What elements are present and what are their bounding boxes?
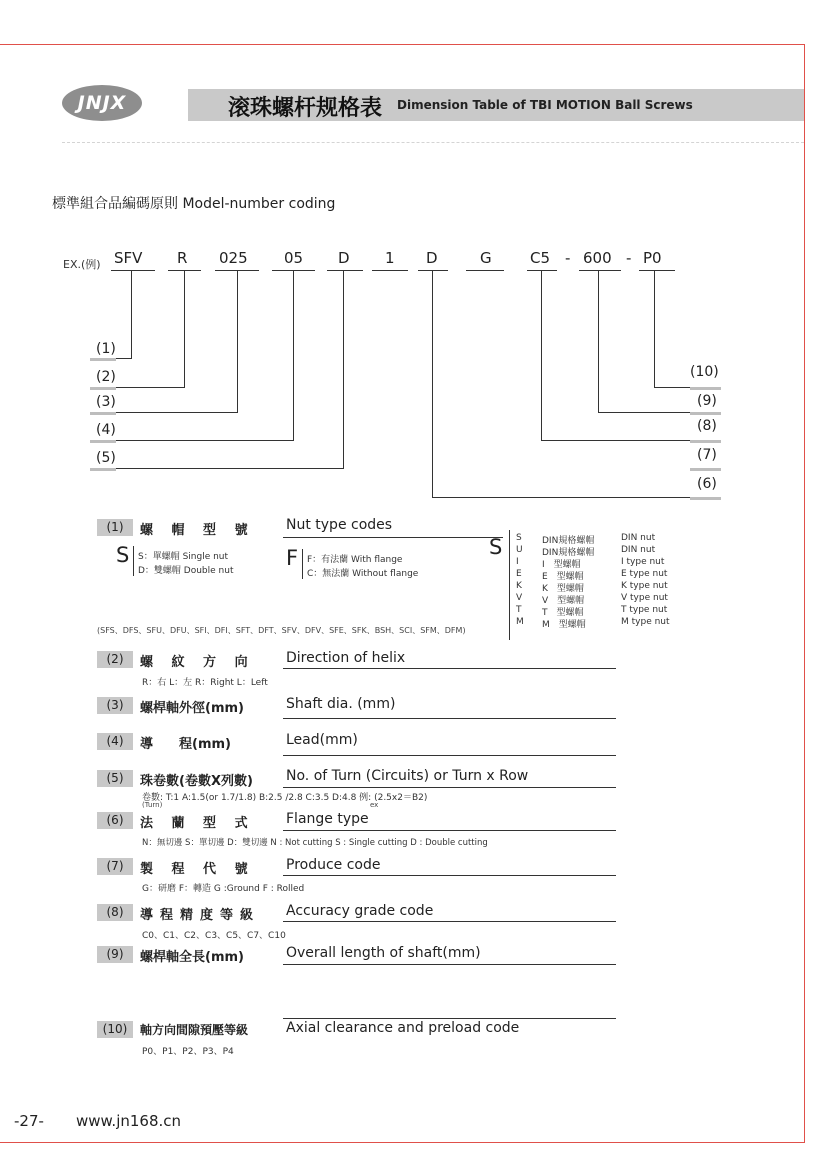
leader-line (654, 271, 655, 387)
flange-detail: N：無切邊 S：單切邊 D：雙切邊 N : Not cutting S : Single cutting D : Double cutting (142, 838, 488, 848)
code-flange: D (426, 249, 438, 267)
leader-line (184, 271, 185, 387)
code-shaft-dia: 025 (219, 249, 248, 267)
section-number: (10) (97, 1021, 133, 1038)
code-length: 600 (583, 249, 612, 267)
nut-code-zh: DIN規格螺帽 (542, 548, 595, 558)
section-title-zh: 導程精度等級 (140, 908, 261, 923)
code-underline (579, 270, 621, 271)
section-rule (283, 668, 616, 669)
code-turns-rows: 1 (385, 249, 395, 267)
header-divider (62, 142, 804, 143)
nut-code-zh: K 型螺帽 (542, 584, 584, 594)
page-number: -27- (14, 1112, 44, 1130)
leader-line (541, 271, 542, 440)
leader-line (598, 271, 599, 412)
section-title-en: Axial clearance and preload code (286, 1020, 520, 1036)
section-title-zh: 螺桿軸全長(mm) (140, 950, 244, 965)
section-title-en: Accuracy grade code (286, 903, 434, 919)
section-number: (4) (97, 733, 133, 750)
section-number: (1) (97, 519, 133, 536)
leader-line (432, 271, 433, 497)
section-title-zh: 法 蘭 型 式 (140, 816, 255, 831)
code-underline (466, 270, 504, 271)
code-nut-type: SFV (114, 249, 143, 267)
nut-style-letter: S (489, 535, 503, 559)
nut-code-en: T type nut (621, 605, 668, 615)
nut-code-en: DIN nut (621, 545, 656, 555)
code-lead: 05 (284, 249, 304, 267)
section-title-en: Direction of helix (286, 650, 406, 666)
accuracy-detail: C0、C1、C2、C3、C5、C7、C10 (142, 931, 286, 941)
preload-detail: P0、P1、P2、P3、P4 (142, 1047, 234, 1057)
section-title-en: Lead(mm) (286, 732, 358, 748)
nut-code-zh: M 型螺帽 (542, 620, 586, 630)
nut-double: D：雙螺帽 Double nut (138, 566, 234, 576)
section-number: (9) (97, 946, 133, 963)
bracket-bar (302, 549, 303, 579)
code-helix: R (177, 249, 188, 267)
leader-line (432, 497, 721, 498)
nut-code: V (516, 593, 523, 603)
nut-code-zh: E 型螺帽 (542, 572, 584, 582)
page-frame-bottom (0, 1142, 805, 1143)
nut-code-en: I type nut (621, 557, 665, 567)
nut-code: M (516, 617, 524, 627)
label-4: (4) (96, 422, 116, 438)
section-rule (283, 964, 616, 965)
section-rule (283, 830, 616, 831)
nut-code: I (516, 557, 519, 567)
label-underline (690, 468, 721, 471)
label-2: (2) (96, 369, 116, 385)
label-underline (90, 412, 116, 415)
section-rule (283, 718, 616, 719)
flange-letter: F (286, 546, 299, 570)
label-underline (690, 497, 721, 500)
label-3: (3) (96, 394, 116, 410)
code-underline (639, 270, 675, 271)
nut-single: S：單螺帽 Single nut (138, 552, 229, 562)
leader-line (131, 271, 132, 358)
section-rule (283, 537, 503, 538)
label-9: (9) (697, 393, 717, 409)
section-number: (8) (97, 904, 133, 921)
nut-code-en: DIN nut (621, 533, 656, 543)
section-title-zh: 導 程(mm) (140, 737, 231, 752)
brand-logo: JNJX (62, 85, 142, 121)
flange-without: C：無法蘭 Without flange (307, 569, 419, 579)
nut-code: T (516, 605, 522, 615)
section-title-en: Produce code (286, 857, 381, 873)
leader-line (293, 271, 294, 440)
section-title-zh: 珠卷數(卷數X列數) (140, 774, 253, 789)
section-number: (5) (97, 770, 133, 787)
code-turns: D (338, 249, 350, 267)
code-preload: P0 (643, 249, 662, 267)
page-frame-top (0, 44, 805, 45)
section-number: (3) (97, 697, 133, 714)
code-underline (327, 270, 363, 271)
label-5: (5) (96, 450, 116, 466)
code-underline (418, 270, 448, 271)
code-accuracy: C5 (530, 249, 551, 267)
single-double-letter: S (116, 543, 130, 567)
nut-code: K (516, 581, 522, 591)
section-title-zh: 製 程 代 號 (140, 862, 255, 877)
bracket-bar (133, 546, 134, 576)
label-underline (690, 387, 721, 390)
section-rule (283, 875, 616, 876)
leader-line (237, 271, 238, 412)
leader-line (343, 271, 344, 468)
section-rule (283, 787, 616, 788)
turns-note: (Turn) (142, 801, 163, 809)
nut-code-zh: V 型螺帽 (542, 596, 585, 606)
section-title-en: No. of Turn (Circuits) or Turn x Row (286, 768, 529, 784)
section-title-en: Shaft dia. (mm) (286, 696, 396, 712)
nut-code-en: K type nut (621, 581, 668, 591)
flange-with: F：有法蘭 With flange (307, 555, 403, 565)
label-underline (690, 412, 721, 415)
section-title-en: Nut type codes (286, 517, 393, 533)
code-underline (372, 270, 408, 271)
label-1: (1) (96, 341, 116, 357)
page-title-en: Dimension Table of TBI MOTION Ball Screws (397, 98, 693, 112)
section-rule (283, 755, 616, 756)
label-underline (90, 387, 116, 390)
label-8: (8) (697, 418, 717, 434)
section-title-zh: 軸方向間隙預壓等級 (140, 1023, 249, 1037)
label-underline (690, 440, 721, 443)
section-number: (7) (97, 858, 133, 875)
nut-code-zh: DIN規格螺帽 (542, 536, 595, 546)
label-10: (10) (690, 364, 719, 380)
section-rule (283, 1018, 616, 1019)
page-title-zh: 滚珠螺杆规格表 (228, 96, 383, 121)
helix-detail: R：右 L：左 R：Right L：Left (142, 678, 268, 688)
label-underline (90, 440, 116, 443)
code-underline (111, 270, 155, 271)
nut-code-zh: I 型螺帽 (542, 560, 581, 570)
section-title-en: Flange type (286, 811, 369, 827)
section-number: (6) (97, 812, 133, 829)
nut-code: U (516, 545, 523, 555)
example-prefix: EX.(例) (63, 258, 101, 271)
section-title-zh: 螺桿軸外徑(mm) (140, 701, 244, 716)
section-rule (283, 921, 616, 922)
nut-code: S (516, 533, 522, 543)
nut-code-en: E type nut (621, 569, 668, 579)
page-frame-right (804, 44, 805, 1142)
website-url: www.jn168.cn (76, 1112, 182, 1130)
code-produce: G (480, 249, 492, 267)
section-title-zh: 螺 帽 型 號 (140, 523, 255, 538)
leader-line (90, 468, 344, 469)
nut-code-zh: T 型螺帽 (542, 608, 584, 618)
code-underline (527, 270, 557, 271)
code-separator: - (565, 249, 571, 267)
leader-line (90, 440, 294, 441)
nut-code-en: M type nut (621, 617, 670, 627)
section-title-zh: 螺 紋 方 向 (140, 655, 255, 670)
example-note: ex (370, 801, 379, 809)
code-separator: - (626, 249, 632, 267)
nut-code-en: V type nut (621, 593, 668, 603)
section-title-en: Overall length of shaft(mm) (286, 945, 481, 961)
nut-code: E (516, 569, 522, 579)
turns-detail: 卷數: T:1 A:1.5(or 1.7/1.8) B:2.5 /2.8 C:3.5 D:4.8 例: (2.5x2＝B2) (142, 793, 428, 803)
label-7: (7) (697, 447, 717, 463)
bracket-bar (509, 530, 510, 640)
section-number: (2) (97, 651, 133, 668)
section-subtitle: 標準組合品編碼原則 Model-number coding (52, 196, 336, 212)
label-underline (90, 468, 116, 471)
nut-series-list: (SFS、DFS、SFU、DFU、SFI、DFI、SFT、DFT、SFV、DFV、SFE、SFK、BSH、SCI、SFM、DFM) (97, 626, 466, 635)
label-underline (90, 358, 116, 361)
produce-detail: G：研磨 F：轉造 G :Ground F : Rolled (142, 884, 305, 894)
label-6: (6) (697, 476, 717, 492)
